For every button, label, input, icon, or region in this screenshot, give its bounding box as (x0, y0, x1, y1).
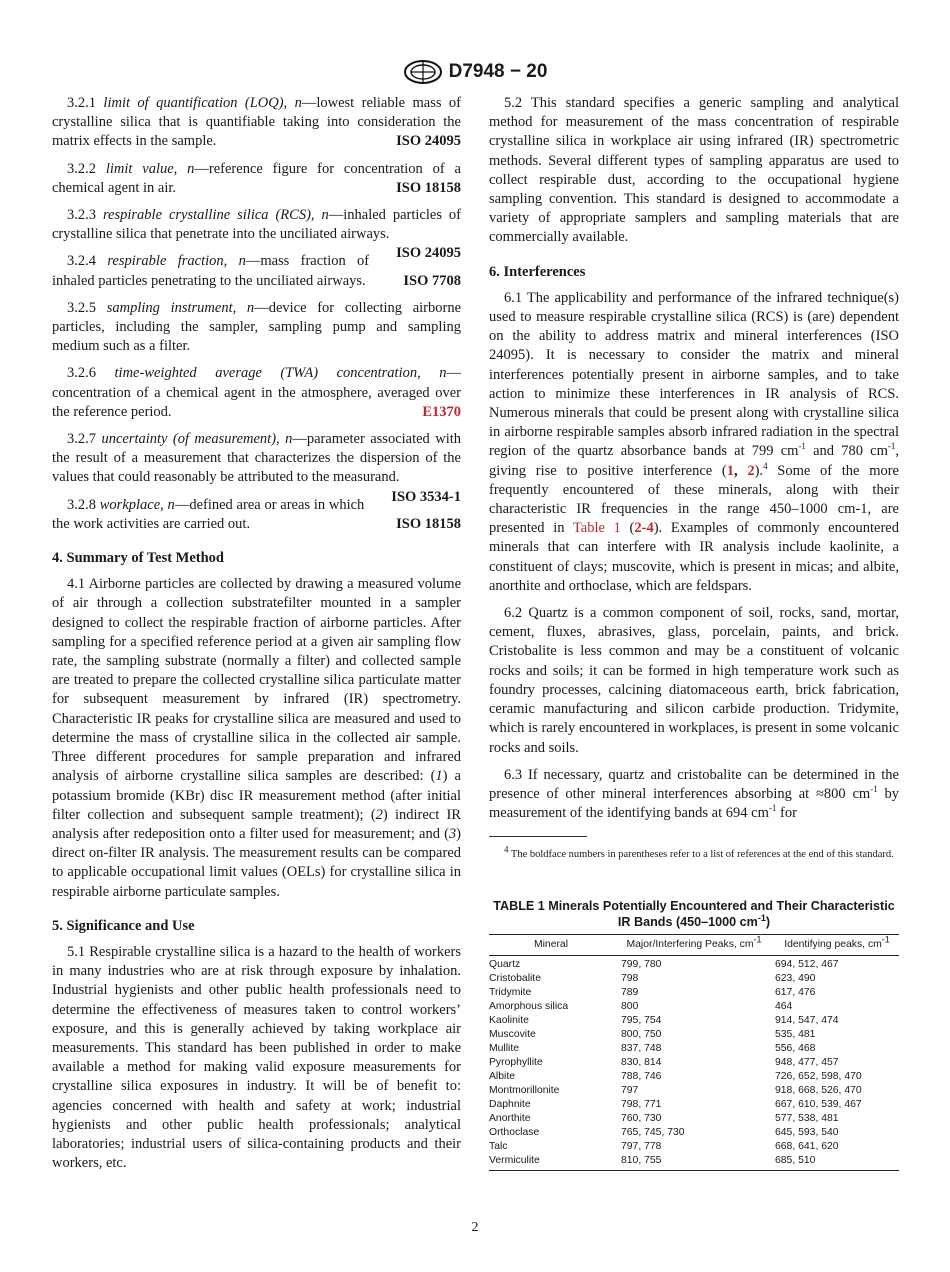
identifying-peaks-cell: 694, 512, 467 (775, 958, 839, 970)
section-5-1-paragraph: 5.1 Respirable crystalline silica is a hazard to the health of workers in many industries who are at risk through exposure by inhalation. Industrial hygienists and other public health professionals need to determine the effectiveness of measures taken to control workers’ exposure, and this is generally achieved by taking workplace air measurements. This standard has been published in order to make available a method for making valid exposure measurements for crystalline silica exposures in industry. It will be of benefit to: agencies concerned with health and safety at work; industrial hygienists and other public health professionals; analytical laboratories; industrial users of silica-containing products and their workers, etc. (52, 943, 461, 1172)
definition-reference: ISO 18158 (396, 179, 461, 196)
footnote-4: $^4$ The boldface numbers in parentheses refer to a list of references at the end of this standard. (504, 844, 894, 860)
identifying-peaks-cell: 726, 652, 598, 470 (775, 1070, 862, 1082)
table-row (489, 972, 899, 986)
major-peaks-cell: 800 (621, 1000, 639, 1012)
page-number: 2 (471, 1220, 479, 1235)
section-4-1-paragraph: 4.1 Airborne particles are collected by drawing a measured volume of air through a collection substratefilter mounted in a sampler designed to collect the respirable fraction of airborne particles. After sampling for a specified reference period at a given air sampling flow rate, the sampling substrate (normally a filter) and collected sample are treated to prepare the collected crystalline silica particulate matter for subsequent measurement by infrared (IR) spectrometry. Characteristic IR peaks for crystalline silica are measured and used to determine the mass of crystalline silica in the collected air sample. Three different procedures for sample preparation and infrared analysis of airborne crystalline silica samples are described: (1) a potassium bromide (KBr) disc IR measurement method (after initial filter collection and subsequent sample treatment); (2) indirect IR analysis after redeposition onto a filter used for measurement; and (3) direct on-filter IR analysis. The measurement results can be compared to applicable occupational limit values (OELs) for crystalline silica in respirable airborne particulate samples. (52, 576, 461, 900)
mineral-name-cell: Amorphous silica (489, 1000, 569, 1012)
page-header (0, 60, 950, 84)
left-column (52, 94, 461, 1173)
table-row (489, 955, 899, 972)
mineral-name-cell: Orthoclase (489, 1126, 540, 1138)
table-row (489, 1028, 899, 1042)
definition-3-2-3: 3.2.3 respirable crystalline silica (RCS), n—inhaled particles of crystalline silica that penetrate into the unciliated airways. ISO 24095 (52, 206, 461, 244)
section-6-2-paragraph: 6.2 Quartz is a common component of soil, rocks, sand, mortar, cement, fluxes, abrasives, glass, porcelain, paints, and brick. Cristobalite is less common and may be a constituent of volcanic rocks and soils; it can be formed in high temperature work such as foundry processes, calcining diatomaceous earth, brick fabrication, ceramic manufacturing and silicon carbide production. Tridymite, which is rarely encountered in workplaces, is present in some volcanic rocks and soils. (489, 605, 899, 756)
definition-3-2-8: 3.2.8 workplace, n—defined area or areas in which the work activities are carried out. ISO 18158 (52, 496, 461, 534)
table-row (489, 1140, 899, 1154)
definition-3-2-2: 3.2.2 limit value, n—reference figure for concentration of a chemical agent in air. ISO 18158 (52, 160, 461, 198)
section-4-title: 4. Summary of Test Method (52, 550, 224, 567)
mineral-name-cell: Tridymite (489, 986, 532, 998)
major-peaks-cell: 795, 754 (621, 1014, 662, 1026)
table-row (489, 1126, 899, 1140)
major-peaks-cell: 837, 748 (621, 1042, 662, 1054)
table-row (489, 1056, 899, 1070)
section-6-3-paragraph: 6.3 If necessary, quartz and cristobalite can be determined in the presence of other mineral interferences absorbing at ≈800 $cm^{-1}$ by measurement of the identifying bands at 694 $cm^{-1}$ for (489, 766, 900, 822)
footnote-divider (489, 836, 587, 837)
identifying-peaks-cell: 556, 468 (775, 1042, 816, 1054)
mineral-name-cell: Daphnite (489, 1098, 531, 1110)
section-6-1-paragraph: 6.1 The applicability and performance of the infrared technique(s) used to measure respirable crystalline silica (RCS) is (are) dependent on the ability to address matrix and mineral interferences (ISO 24095). It is necessary to consider the matrix and mineral interferences potentially present in airborne samples, and to take action to minimize these interferences in IR analysis of RCS. Numerous minerals that could be present along with crystalline silica in airborne respirable samples absorb infrared radiation in the spectral region of the quartz absorbance bands at 799 $cm^{-1}$ and 780 $cm^{-1}$, giving rise to positive interference (1, 2).$^4$ Some of the more frequently encountered of these minerals, along with their characteristic IR frequencies in the range 450–1000 cm-1, are presented in Table 1 (2-4). Examples of commonly encountered minerals that can interfere with IR analysis include kaolinite, a constituent of clays; muscovite, which is present in micas; and albite, anorthite and orthoclase, which are feldspars. (489, 289, 899, 594)
definition-reference[interactable]: E1370 (422, 403, 461, 420)
section-5-2-paragraph: 5.2 This standard specifies a generic sampling and analytical method for measurement of the mass concentration of respirable crystalline silica in workplace air using infrared (IR) spectrometric methods. Several different types of sampling apparatus are used to collect respirable dust, according to the occupational hygiene sampling convention. This standard is designed to accommodate a variety of appropriate samplers and sampling materials that are commercially available. (489, 95, 899, 246)
mineral-name-cell: Talc (489, 1140, 508, 1152)
identifying-peaks-cell: 918, 668, 526, 470 (775, 1084, 862, 1096)
major-peaks-cell: 799, 780 (621, 958, 662, 970)
mineral-name-cell: Quartz (489, 958, 521, 970)
major-peaks-cell: 797 (621, 1084, 639, 1096)
section-6-title: 6. Interferences (489, 263, 586, 280)
major-peaks-cell: 830, 814 (621, 1056, 662, 1068)
identifying-peaks-cell: 645, 593, 540 (775, 1126, 839, 1138)
major-peaks-cell: 810, 755 (621, 1154, 662, 1166)
table-1-title: TABLE 1 Minerals Potentially Encountered and Their Characteristic IR Bands (450–1000 $cm^{-1}$) (493, 899, 895, 929)
definition-3-2-6: 3.2.6 time-weighted average (TWA) concentration, n—concentration of a chemical agent in the atmosphere, averaged over the reference period. E1370 (52, 364, 461, 422)
definition-reference: ISO 7708 (403, 272, 461, 289)
major-peaks-cell: 789 (621, 986, 639, 998)
table-row (489, 1098, 899, 1112)
astm-logo-icon (403, 60, 443, 84)
definitions-list (52, 94, 461, 534)
identifying-peaks-cell: 667, 610, 539, 467 (775, 1098, 862, 1110)
mineral-name-cell: Mullite (489, 1042, 520, 1054)
table-row (489, 1084, 899, 1098)
column-header-identifying-peaks: Identifying peaks, $cm^{-1}$ (784, 934, 890, 950)
section-5-title: 5. Significance and Use (52, 917, 195, 934)
major-peaks-cell: 797, 778 (621, 1140, 662, 1152)
definition-reference: ISO 18158 (396, 515, 461, 532)
identifying-peaks-cell: 668, 641, 620 (775, 1140, 839, 1152)
major-peaks-cell: 765, 745, 730 (621, 1126, 685, 1138)
reference-link-2[interactable]: 2 (747, 462, 755, 479)
mineral-name-cell: Cristobalite (489, 972, 541, 984)
mineral-name-cell: Albite (489, 1070, 515, 1082)
table-row (489, 1070, 899, 1084)
identifying-peaks-cell: 914, 547, 474 (775, 1014, 839, 1026)
definition-3-2-1: 3.2.1 limit of quantification (LOQ), n—lowest reliable mass of crystalline silica that is quantifiable taking into consideration the matrix effects in the sample. ISO 24095 (52, 94, 461, 152)
definition-reference: ISO 24095 (396, 133, 461, 150)
minerals-table (489, 934, 899, 1171)
mineral-name-cell: Vermiculite (489, 1154, 540, 1166)
identifying-peaks-cell: 577, 538, 481 (775, 1112, 839, 1124)
major-peaks-cell: 760, 730 (621, 1112, 662, 1124)
major-peaks-cell: 798, 771 (621, 1098, 662, 1110)
table-row (489, 986, 899, 1000)
reference-link-2-4[interactable]: 2-4 (634, 520, 654, 537)
major-peaks-cell: 800, 750 (621, 1028, 662, 1040)
identifying-peaks-cell: 617, 476 (775, 986, 816, 998)
column-header-major-peaks: Major/Interfering Peaks, $cm^{-1}$ (626, 934, 762, 950)
identifying-peaks-cell: 623, 490 (775, 972, 816, 984)
definition-reference: ISO 24095 (396, 245, 461, 262)
table-row (489, 1154, 899, 1171)
definition-3-2-7: 3.2.7 uncertainty (of measurement), n—parameter associated with the result of a measurement that characterizes the dispersion of the values that could reasonably be attributed to the measurand. ISO 3534-1 (52, 430, 461, 488)
document-code: D7948 − 20 (448, 61, 548, 82)
major-peaks-cell: 788, 746 (621, 1070, 662, 1082)
footnote-marker: 4 (763, 460, 768, 471)
mineral-name-cell: Kaolinite (489, 1014, 529, 1026)
mineral-name-cell: Anorthite (489, 1112, 531, 1124)
mineral-name-cell: Pyrophyllite (489, 1056, 543, 1068)
major-peaks-cell: 798 (621, 972, 639, 984)
table-header-row (489, 935, 899, 956)
identifying-peaks-cell: 535, 481 (775, 1028, 816, 1040)
right-column (489, 94, 899, 823)
table-row (489, 1112, 899, 1126)
table-row (489, 1000, 899, 1014)
definition-3-2-5: 3.2.5 sampling instrument, n—device for collecting airborne particles, including the sampler, sampling pump and sampling medium such as a filter. (52, 299, 462, 355)
mineral-name-cell: Montmorillonite (489, 1084, 560, 1096)
table-row (489, 1042, 899, 1056)
table-row (489, 1014, 899, 1028)
identifying-peaks-cell: 948, 477, 457 (775, 1056, 839, 1068)
definition-reference: ISO 3534-1 (391, 488, 461, 505)
reference-link-1[interactable]: 1 (726, 462, 735, 479)
mineral-name-cell: Muscovite (489, 1028, 536, 1040)
identifying-peaks-cell: 685, 510 (775, 1154, 816, 1166)
definition-3-2-4: 3.2.4 respirable fraction, n—mass fraction of inhaled particles penetrating to the unciliated airways. ISO 7708 (52, 252, 461, 290)
table-1-link[interactable]: Table 1 (572, 520, 621, 537)
column-header-mineral: Mineral (533, 939, 569, 950)
identifying-peaks-cell: 464 (775, 1000, 793, 1012)
